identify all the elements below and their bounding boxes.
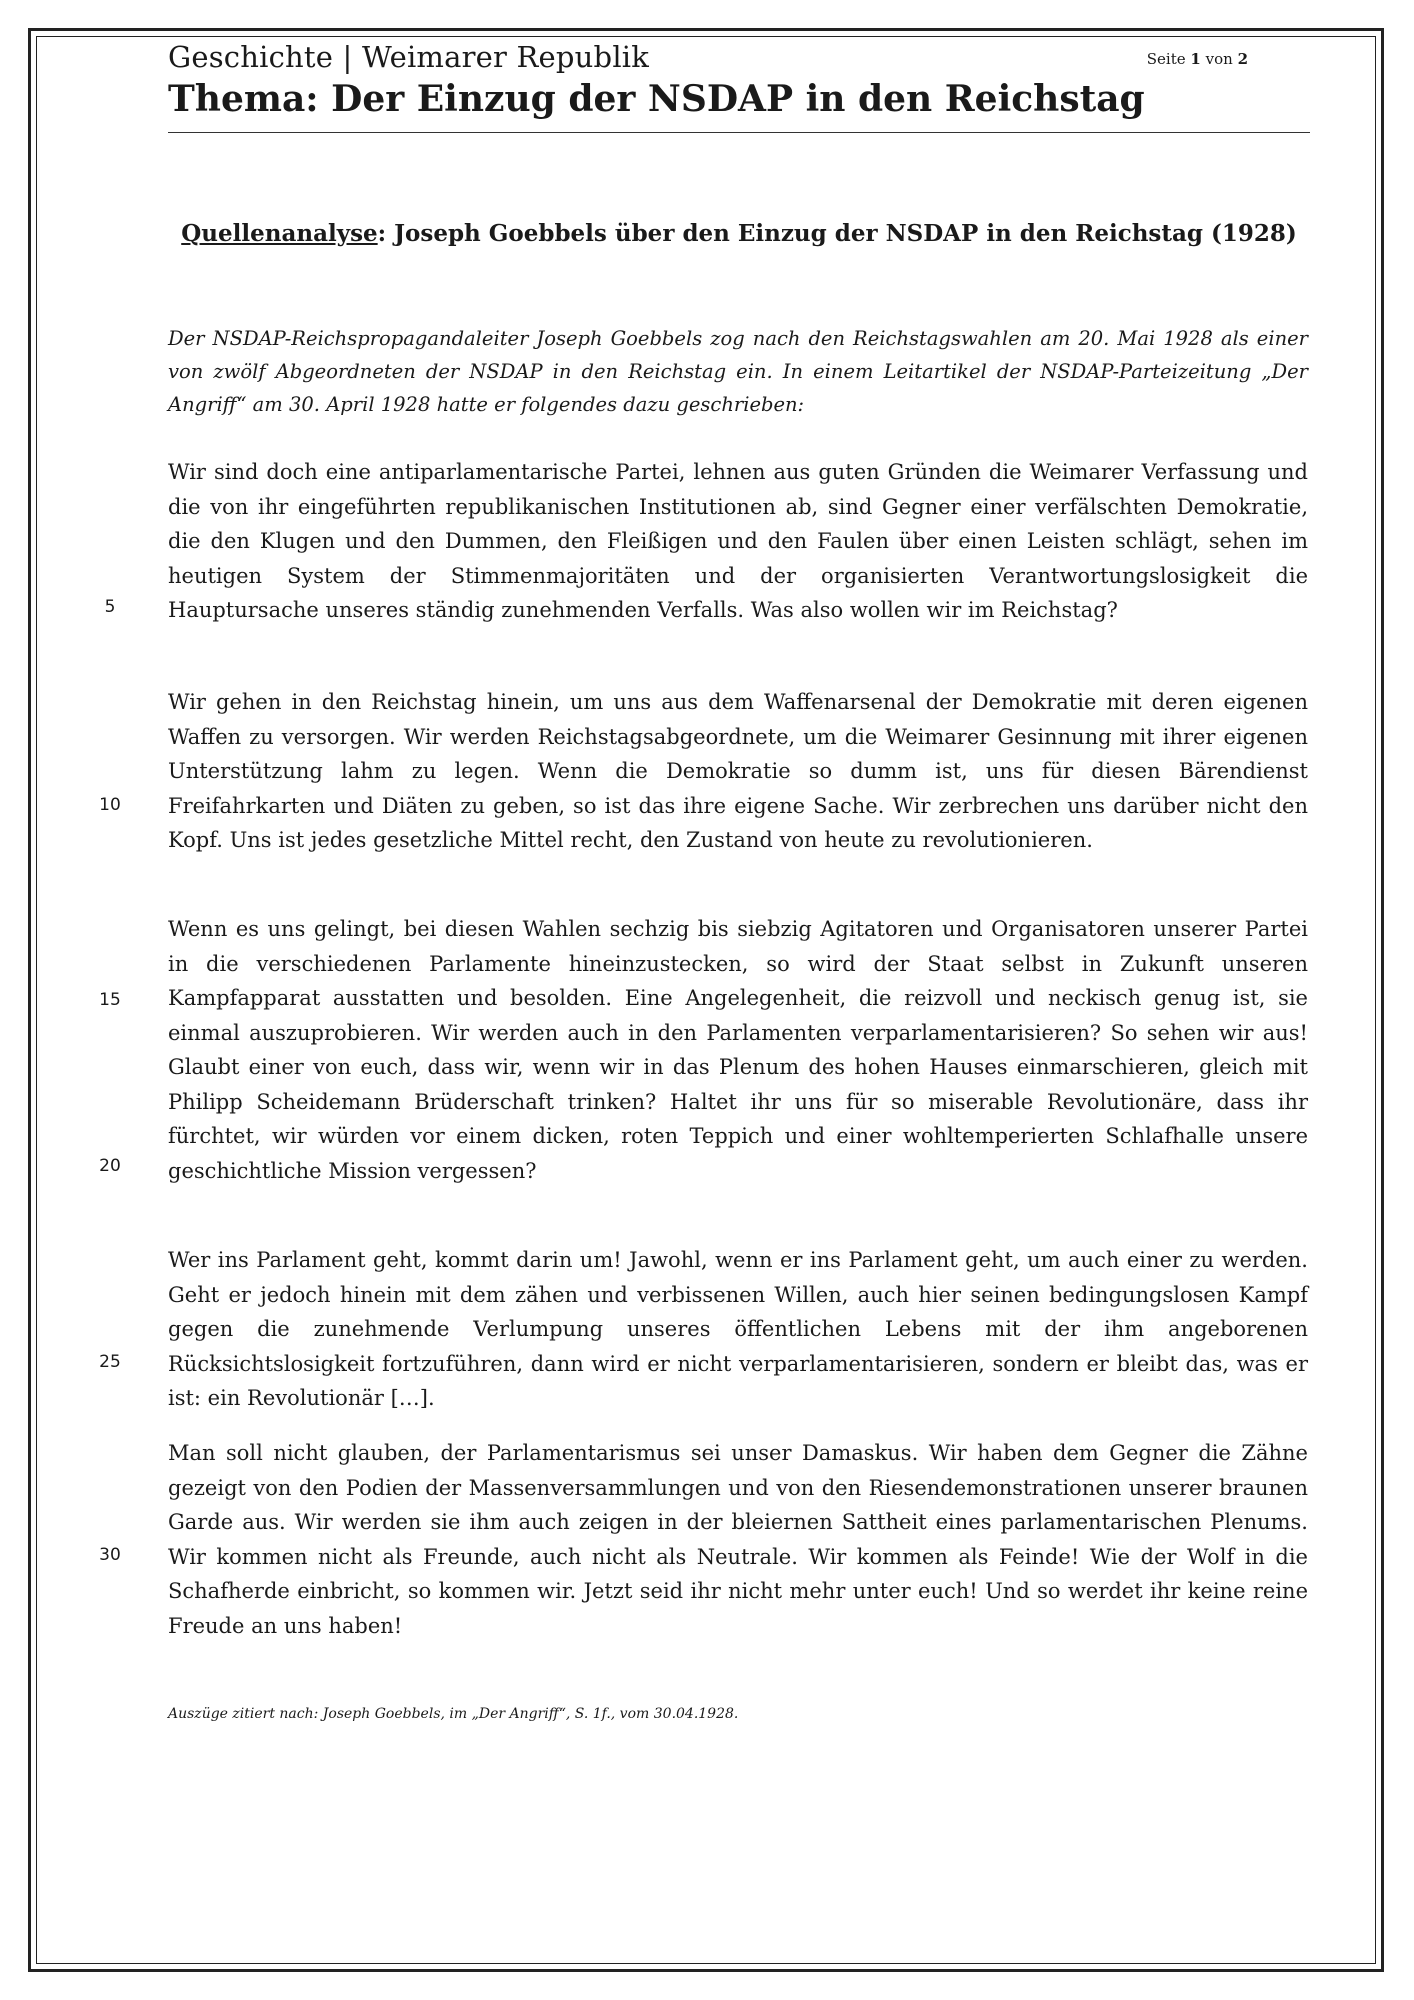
- source-title-label: Quellenanalyse: [181, 220, 378, 247]
- line-number: 20: [99, 1156, 121, 1176]
- quote-paragraph-5: Man soll nicht glauben, der Parlamentarismus sei unser Damaskus. Wir haben dem Gegner die Zähne gezeigt von den Podien der Massenversammlungen und von den Riesendemonstrationen unserer braunen Garde aus. Wir werden sie ihm auch zeigen in der bleiernen Sattheit eines parlamentarischen Plenums. Wir kommen nicht als Freunde, auch nicht als Neutrale. Wir kommen als Feinde! Wie der Wolf in die Schafherde einbricht, so kommen wir. Jetzt seid ihr nicht mehr unter euch! Und so werdet ihr keine reine Freude an uns haben!: [168, 1441, 1308, 1638]
- page-current: 1: [1190, 50, 1201, 68]
- line-number: 15: [99, 990, 121, 1010]
- source-title: [174, 220, 1304, 247]
- subject-line: Geschichte | Weimarer Republik: [168, 40, 650, 74]
- intro-text: Der NSDAP-Reichspropagandaleiter Joseph Goebbels zog nach den Reichstagswahlen am 20. Mai 1928 als einer von zwölf Abgeordneten der NSDAP in den Reichstag ein. In einem Leitartikel der NSDAP-Parteizeitung „Der Angriff“ am 30. April 1928 hatte er folgendes dazu geschrieben:: [168, 327, 1308, 416]
- line-number: 25: [99, 1352, 121, 1372]
- line-number: 10: [99, 795, 121, 815]
- page-total: 2: [1237, 50, 1248, 68]
- page-title: Thema: Der Einzug der NSDAP in den Reichstag: [168, 78, 1145, 120]
- page-header: [168, 36, 1310, 133]
- line-number: 5: [104, 597, 116, 617]
- page-number: [1147, 50, 1248, 68]
- quote-paragraph-1: Wir sind doch eine antiparlamentarische Partei, lehnen aus guten Gründen die Weimarer Verfassung und die von ihr eingeführten republikanischen Institutionen ab, sind Gegner einer verfälschten Demokratie, die den Klugen und den Dummen, den Fleißigen und den Faulen über einen Leisten schlägt, sehen im heutigen System der Stimmenmajoritäten und der organisierten Verantwortungslosigkeit die Hauptursache unseres ständig zunehmenden Verfalls. Was also wollen wir im Reichstag?: [168, 460, 1308, 622]
- quote-paragraph-4: Wer ins Parlament geht, kommt darin um! Jawohl, wenn er ins Parlament geht, um auch einer zu werden. Geht er jedoch hinein mit dem zähen und verbissenen Willen, auch hier seinen bedingungslosen Kampf gegen die zunehmende Verlumpung unseres öffentlichen Lebens mit der ihm angeborenen Rücksichtslosigkeit fortzuführen, dann wird er nicht verparlamentarisieren, sondern er bleibt das, was er ist: ein Revolutionär […].: [168, 1248, 1308, 1410]
- source-title-text: : Joseph Goebbels über den Einzug der NSDAP in den Reichstag (1928): [377, 220, 1297, 247]
- page-of: von: [1205, 50, 1233, 68]
- quote-paragraph-3: Wenn es uns gelingt, bei diesen Wahlen sechzig bis siebzig Agitatoren und Organisatoren unserer Partei in die verschiedenen Parlamente hineinzustecken, so wird der Staat selbst in Zukunft unseren Kampfapparat ausstatten und besolden. Eine Angelegenheit, die reizvoll und neckisch genug ist, sie einmal auszuprobieren. Wir werden auch in den Parlamenten verparlamentarisieren? So sehen wir aus! Glaubt einer von euch, dass wir, wenn wir in das Plenum des hohen Hauses einmarschieren, gleich mit Philipp Scheidemann Brüderschaft trinken? Haltet ihr uns für so miserable Revolutionäre, dass ihr fürchtet, wir würden vor einem dicken, roten Teppich und einer wohltemperierten Schlafhalle unsere geschichtliche Mission vergessen?: [168, 917, 1308, 1183]
- source-citation: Auszüge zitiert nach: Joseph Goebbels, im „Der Angriff“, S. 1f., vom 30.04.1928.: [168, 1706, 739, 1722]
- page-label: Seite: [1146, 50, 1186, 68]
- quote-paragraph-2: Wir gehen in den Reichstag hinein, um uns aus dem Waffenarsenal der Demokratie mit deren eigenen Waffen zu versorgen. Wir werden Reichstagsabgeordnete, um die Weimarer Gesinnung mit ihrer eigenen Unterstützung lahm zu legen. Wenn die Demokratie so dumm ist, uns für diesen Bärendienst Freifahrkarten und Diäten zu geben, so ist das ihre eigene Sache. Wir zerbrechen uns darüber nicht den Kopf. Uns ist jedes gesetzliche Mittel recht, den Zustand von heute zu revolutionieren.: [168, 690, 1308, 852]
- line-number: 30: [99, 1545, 121, 1565]
